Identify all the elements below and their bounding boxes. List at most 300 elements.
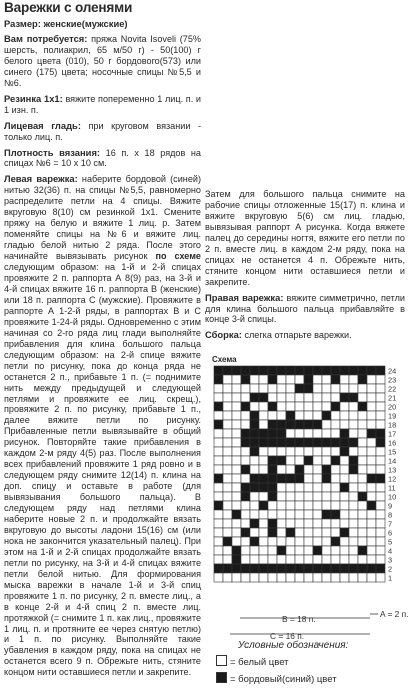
- chart-cell: [376, 546, 385, 555]
- chart-cell: [349, 519, 358, 528]
- chart-cell: [376, 492, 385, 501]
- chart-cell: [367, 393, 376, 402]
- chart-cell: [250, 501, 259, 510]
- chart-cell: [313, 564, 322, 573]
- chart-cell: [295, 483, 304, 492]
- chart-cell: [250, 393, 259, 402]
- chart-cell: [331, 537, 340, 546]
- chart-cell: [250, 366, 259, 375]
- rib-text: вяжите попеременно 1 лиц. п. и 1 изн. п.: [4, 93, 201, 115]
- left-mitten-label: Левая варежка:: [4, 173, 78, 185]
- chart-cell: [358, 510, 367, 519]
- chart-cell: [358, 384, 367, 393]
- chart-cell: [367, 420, 376, 429]
- chart-cell: [268, 438, 277, 447]
- chart-cell: [322, 510, 331, 519]
- chart-cell: [214, 483, 223, 492]
- chart-cell: [304, 519, 313, 528]
- chart-cell: [232, 483, 241, 492]
- chart-cell: [223, 393, 232, 402]
- chart-cell: [250, 465, 259, 474]
- chart-cell: [286, 483, 295, 492]
- chart-cell: [349, 438, 358, 447]
- chart-cell: [367, 483, 376, 492]
- chart-cell: [331, 465, 340, 474]
- chart-cell: [268, 411, 277, 420]
- chart-cell: [349, 492, 358, 501]
- chart-cell: [367, 402, 376, 411]
- chart-cell: [358, 519, 367, 528]
- chart-cell: [268, 456, 277, 465]
- chart-cell: [268, 492, 277, 501]
- chart-cell: [340, 366, 349, 375]
- chart-cell: [277, 573, 286, 582]
- materials-label: Вам потребуется:: [4, 32, 88, 44]
- chart-cell: [376, 456, 385, 465]
- chart-cell: [295, 474, 304, 483]
- chart-cell: [241, 429, 250, 438]
- chart-cell: [349, 564, 358, 573]
- chart-cell: [349, 555, 358, 564]
- chart-cell: [340, 447, 349, 456]
- chart-cell: [358, 402, 367, 411]
- chart-cell: [277, 519, 286, 528]
- left-mitten-emphasis: по схеме: [155, 251, 201, 262]
- chart-cell: [268, 420, 277, 429]
- chart-cell: [376, 420, 385, 429]
- chart-cell: [223, 456, 232, 465]
- chart-cell: [214, 438, 223, 447]
- gauge-paragraph: [4, 148, 201, 170]
- chart-cell: [241, 456, 250, 465]
- chart-cell: [259, 456, 268, 465]
- chart-cell: [340, 510, 349, 519]
- chart-cell: [259, 375, 268, 384]
- chart-cell: [367, 537, 376, 546]
- chart-cell: [268, 402, 277, 411]
- chart-cell: [340, 483, 349, 492]
- chart-cell: [259, 501, 268, 510]
- right-mitten-text: вяжите симметрично, петли для клина большого пальца прибавляйте в конце 3-й спицы.: [205, 292, 405, 325]
- assembly-paragraph: [205, 330, 405, 341]
- materials-text: пряжа Novita Isoveli (75% шерсть, полиакрил, 65 м/50 г) - 50(100) г белого цвета (010), 50 г бордового(573) или синего (175) цвета; носочные спицы №5,5 и №6.: [4, 33, 201, 88]
- chart-cell: [376, 483, 385, 492]
- chart-cell: [250, 384, 259, 393]
- chart-cell: [250, 375, 259, 384]
- stockinette-paragraph: [4, 121, 201, 143]
- chart-cell: [331, 564, 340, 573]
- chart-cell: [367, 447, 376, 456]
- white-swatch-icon: [216, 655, 227, 666]
- chart-cell: [268, 474, 277, 483]
- chart-cell: [322, 402, 331, 411]
- chart-cell: [223, 510, 232, 519]
- chart-cell: [349, 510, 358, 519]
- chart-cell: [313, 366, 322, 375]
- chart-cell: [304, 447, 313, 456]
- chart-cell: [340, 402, 349, 411]
- materials-paragraph: [4, 34, 201, 89]
- chart-cell: [250, 447, 259, 456]
- chart-cell: [223, 438, 232, 447]
- chart-cell: [286, 420, 295, 429]
- chart-cell: [241, 393, 250, 402]
- row-number: 2: [388, 564, 393, 574]
- chart-cell: [277, 510, 286, 519]
- chart-cell: [214, 555, 223, 564]
- chart-cell: [331, 393, 340, 402]
- chart-cell: [304, 537, 313, 546]
- legend-white-text: = белый цвет: [230, 657, 289, 668]
- rib-paragraph: [4, 94, 201, 116]
- chart-cell: [376, 510, 385, 519]
- chart-cell: [214, 492, 223, 501]
- chart-cell: [322, 483, 331, 492]
- chart-cell: [232, 402, 241, 411]
- chart-cell: [214, 429, 223, 438]
- chart-cell: [232, 501, 241, 510]
- chart-cell: [304, 465, 313, 474]
- chart-cell: [295, 537, 304, 546]
- chart-cell: [223, 465, 232, 474]
- chart-cell: [304, 375, 313, 384]
- chart-cell: [349, 546, 358, 555]
- chart-cell: [295, 393, 304, 402]
- chart-cell: [277, 402, 286, 411]
- chart-cell: [214, 501, 223, 510]
- chart-cell: [358, 429, 367, 438]
- chart-cell: [250, 429, 259, 438]
- chart-cell: [232, 474, 241, 483]
- chart-cell: [241, 492, 250, 501]
- chart-cell: [304, 564, 313, 573]
- chart-cell: [367, 546, 376, 555]
- chart-cell: [322, 528, 331, 537]
- chart-cell: [376, 402, 385, 411]
- chart-cell: [331, 519, 340, 528]
- legend-title: Условные обозначения:: [238, 640, 349, 651]
- chart-cell: [250, 456, 259, 465]
- chart-cell: [349, 375, 358, 384]
- chart-cell: [367, 510, 376, 519]
- chart-cell: [259, 438, 268, 447]
- chart-cell: [286, 465, 295, 474]
- chart-cell: [295, 402, 304, 411]
- dim-c-label: C = 16 п.: [270, 631, 305, 641]
- chart-cell: [277, 528, 286, 537]
- chart-cell: [340, 555, 349, 564]
- chart-cell: [358, 546, 367, 555]
- chart-cell: [367, 411, 376, 420]
- chart-cell: [223, 537, 232, 546]
- chart-cell: [286, 366, 295, 375]
- row-number: 8: [388, 510, 393, 520]
- left-mitten-text-2: следующим образом: на 1-й и 2-й спицах провяжите 2 п. раппорта А 8(9) раз, на 3-й и 4-й спицах вяжите 16 п. раппорта В (женские) или 18 п. раппорта С (мужские). Провяжите в раппорте А 1-2-й ряды, в раппортах В и С провяжите 1-24-й ряды. Одновременно с этим начиная со 2-го ряда лиц глади выполняйте прибавления для клина большого пальца следующим образом: на 2-й спице вяжите петли по рисунку, пока до конца ряда не останется 2 п., прибавьте 1 п. (= поднимите нить между предыдущей и следующей петлями и провяжите ее лиц. скрещ.), провяжите 2 п. по рисунку, прибавьте 1 п., далее вяжите петли по рисунку. Прибавленные петли вывязывайте в общий рисунок. Повторяйте такие прибавления в каждом 2-м ряду 4(5) раз. После выполнения всех прибавлений провяжите 1 ряд ровно и в следующем ряду снимите 12(14) п. клина на доп. спицу и оставьте в работе (для вывязывания большого пальца). В следующем ряду над петлями клина наберите новые 2 п. и продолжайте вязать вкруговую до высоты ладони 15(16) см (или нока не закончится указательный палец). При этом на 1-й и 2-й спицах продолжайте вязать петли по рисунку, на 3-й и 4-й спицах вяжите петли белой нитью. Для формирования мыска варежки в начале 1-й и 3-й спиц провяжите 1 п. по рисунку, 2 п. вместе лиц., а в конце 2-й и 4-й спиц 2 п. вместе лиц. протяжкой (= снимите 1 п. как лиц., провяжите 1 лиц. п. и протяните ее через снятую петлю) и 1 п. по рисунку. Выполняйте такие убавления в каждом ряду, пока на спицах не останется всего 9 п. Обрежьте нить, стяните концом нити оставшиеся петли и закрепите.: [4, 262, 201, 678]
- chart-cell: [376, 474, 385, 483]
- chart-cell: [268, 510, 277, 519]
- chart-cell: [232, 537, 241, 546]
- chart-cell: [214, 537, 223, 546]
- chart-cell: [340, 519, 349, 528]
- chart-cell: [322, 456, 331, 465]
- chart-cell: [268, 384, 277, 393]
- chart-cell: [322, 492, 331, 501]
- chart-row-numbers: [388, 367, 396, 583]
- chart-cell: [340, 528, 349, 537]
- chart-cell: [241, 519, 250, 528]
- chart-cell: [268, 555, 277, 564]
- chart-cell: [295, 384, 304, 393]
- chart-cell: [295, 510, 304, 519]
- chart-cell: [295, 519, 304, 528]
- chart-cell: [259, 564, 268, 573]
- chart-cell: [367, 528, 376, 537]
- chart-cell: [376, 555, 385, 564]
- chart-cell: [295, 501, 304, 510]
- chart-cell: [349, 474, 358, 483]
- row-number: 3: [388, 555, 393, 565]
- chart-cell: [349, 501, 358, 510]
- chart-cell: [295, 429, 304, 438]
- chart-cell: [340, 456, 349, 465]
- chart-cell: [241, 528, 250, 537]
- chart-cell: [304, 528, 313, 537]
- chart-cell: [304, 366, 313, 375]
- chart-cell: [331, 483, 340, 492]
- chart-cell: [349, 456, 358, 465]
- chart-cell: [232, 456, 241, 465]
- chart-cell: [286, 429, 295, 438]
- chart-cell: [331, 447, 340, 456]
- left-column: [4, 0, 201, 683]
- chart-cell: [313, 492, 322, 501]
- chart-cell: [349, 411, 358, 420]
- chart-cell: [376, 564, 385, 573]
- chart-cell: [214, 528, 223, 537]
- chart-cell: [358, 555, 367, 564]
- dim-b-label: B = 18 п.: [282, 614, 316, 624]
- chart-cell: [295, 366, 304, 375]
- chart-cell: [259, 384, 268, 393]
- chart-cell: [259, 519, 268, 528]
- chart-cell: [241, 420, 250, 429]
- chart-cell: [295, 447, 304, 456]
- chart-cell: [259, 447, 268, 456]
- chart-cell: [250, 492, 259, 501]
- chart-cell: [358, 501, 367, 510]
- chart-cell: [250, 420, 259, 429]
- chart-cell: [286, 564, 295, 573]
- chart-cell: [313, 501, 322, 510]
- row-number: 10: [388, 492, 397, 502]
- chart-cell: [214, 519, 223, 528]
- chart-cell: [367, 456, 376, 465]
- chart-cell: [358, 366, 367, 375]
- gauge-text: 16 п. х 18 рядов на спицах №6 = 10 х 10 см.: [4, 147, 201, 169]
- chart-cell: [367, 384, 376, 393]
- row-number: 24: [388, 366, 397, 376]
- chart-cell: [286, 537, 295, 546]
- chart-cell: [349, 384, 358, 393]
- row-number: 14: [388, 456, 397, 466]
- chart-cell: [349, 420, 358, 429]
- row-number: 19: [388, 411, 397, 421]
- chart-cell: [331, 546, 340, 555]
- chart-cell: [268, 501, 277, 510]
- chart-cell: [223, 492, 232, 501]
- chart-cell: [232, 573, 241, 582]
- chart-cell: [277, 501, 286, 510]
- chart-cell: [322, 411, 331, 420]
- chart-cell: [268, 537, 277, 546]
- chart-cell: [259, 555, 268, 564]
- row-number: 17: [388, 429, 397, 439]
- chart-cell: [340, 420, 349, 429]
- chart-cell: [250, 438, 259, 447]
- chart-cell: [250, 555, 259, 564]
- chart-cell: [376, 537, 385, 546]
- chart-cell: [340, 465, 349, 474]
- chart-cell: [232, 420, 241, 429]
- chart-cell: [313, 555, 322, 564]
- chart-cell: [277, 474, 286, 483]
- chart-cell: [358, 447, 367, 456]
- chart-cell: [232, 510, 241, 519]
- chart-cell: [340, 564, 349, 573]
- chart-cell: [277, 384, 286, 393]
- chart-cell: [241, 465, 250, 474]
- chart-cell: [313, 546, 322, 555]
- chart-cell: [232, 375, 241, 384]
- row-number: 12: [388, 474, 397, 484]
- row-number: 4: [388, 546, 393, 556]
- chart-cell: [277, 555, 286, 564]
- chart-cell: [250, 537, 259, 546]
- legend-dark: [216, 672, 337, 685]
- chart-cell: [241, 555, 250, 564]
- chart-cell: [223, 555, 232, 564]
- chart-cell: [367, 492, 376, 501]
- chart-cell: [277, 456, 286, 465]
- chart-cell: [331, 492, 340, 501]
- chart-cell: [322, 555, 331, 564]
- chart-cell: [340, 393, 349, 402]
- chart-cell: [340, 492, 349, 501]
- chart-cell: [286, 402, 295, 411]
- chart-cell: [250, 573, 259, 582]
- chart-cell: [367, 375, 376, 384]
- chart-cell: [304, 483, 313, 492]
- dim-a-label: A = 2 п.: [380, 609, 409, 619]
- chart-cell: [358, 492, 367, 501]
- chart-cell: [295, 411, 304, 420]
- chart-cell: [277, 465, 286, 474]
- chart-cell: [214, 384, 223, 393]
- chart-cell: [313, 528, 322, 537]
- chart-cell: [286, 393, 295, 402]
- chart-cell: [322, 375, 331, 384]
- chart-cell: [340, 429, 349, 438]
- stockinette-text: при круговом вязании - только лиц. п.: [4, 120, 201, 142]
- row-number: 23: [388, 375, 397, 385]
- chart-cell: [331, 573, 340, 582]
- chart-cell: [277, 411, 286, 420]
- chart-cell: [214, 393, 223, 402]
- chart-cell: [331, 528, 340, 537]
- chart-cell: [331, 402, 340, 411]
- chart-cell: [214, 411, 223, 420]
- chart-cell: [223, 384, 232, 393]
- chart-cell: [277, 546, 286, 555]
- chart-cell: [277, 429, 286, 438]
- chart-cell: [277, 537, 286, 546]
- chart-cell: [376, 375, 385, 384]
- chart-cell: [223, 375, 232, 384]
- chart-cell: [304, 429, 313, 438]
- right-mitten-label: Правая варежка:: [205, 291, 284, 303]
- chart-cell: [268, 465, 277, 474]
- stockinette-label: Лицевая гладь:: [4, 119, 81, 131]
- chart-cell: [250, 411, 259, 420]
- chart-cell: [304, 510, 313, 519]
- chart-cell: [295, 528, 304, 537]
- chart-cell: [232, 492, 241, 501]
- row-number: 11: [388, 483, 396, 493]
- chart-cell: [277, 420, 286, 429]
- chart-cell: [268, 483, 277, 492]
- chart-cell: [214, 402, 223, 411]
- chart-cell: [214, 564, 223, 573]
- chart-cell: [223, 546, 232, 555]
- chart-cell: [223, 366, 232, 375]
- chart-cell: [259, 402, 268, 411]
- chart-cell: [277, 375, 286, 384]
- chart-cell: [340, 411, 349, 420]
- chart-cell: [268, 573, 277, 582]
- chart-cell: [322, 474, 331, 483]
- chart-cell: [286, 474, 295, 483]
- chart-cell: [331, 456, 340, 465]
- chart-cell: [295, 420, 304, 429]
- chart-cell: [340, 546, 349, 555]
- chart-cell: [250, 402, 259, 411]
- chart-cell: [277, 366, 286, 375]
- chart-cell: [241, 411, 250, 420]
- chart-cell: [214, 474, 223, 483]
- chart-cell: [295, 564, 304, 573]
- chart-cell: [223, 447, 232, 456]
- assembly-label: Сборка:: [205, 329, 242, 341]
- chart-cell: [268, 546, 277, 555]
- chart-cell: [241, 510, 250, 519]
- chart-cell: [358, 375, 367, 384]
- chart-cell: [376, 528, 385, 537]
- chart-cell: [259, 429, 268, 438]
- chart-cell: [241, 438, 250, 447]
- chart-cell: [367, 429, 376, 438]
- dark-swatch-icon: [216, 672, 227, 683]
- chart-cell: [349, 528, 358, 537]
- chart-cell: [241, 564, 250, 573]
- chart-cell: [259, 528, 268, 537]
- chart-cell: [340, 474, 349, 483]
- chart-cell: [313, 474, 322, 483]
- chart-cell: [367, 519, 376, 528]
- chart-cell: [358, 537, 367, 546]
- chart-cell: [313, 429, 322, 438]
- chart-cell: [268, 393, 277, 402]
- chart-cell: [259, 366, 268, 375]
